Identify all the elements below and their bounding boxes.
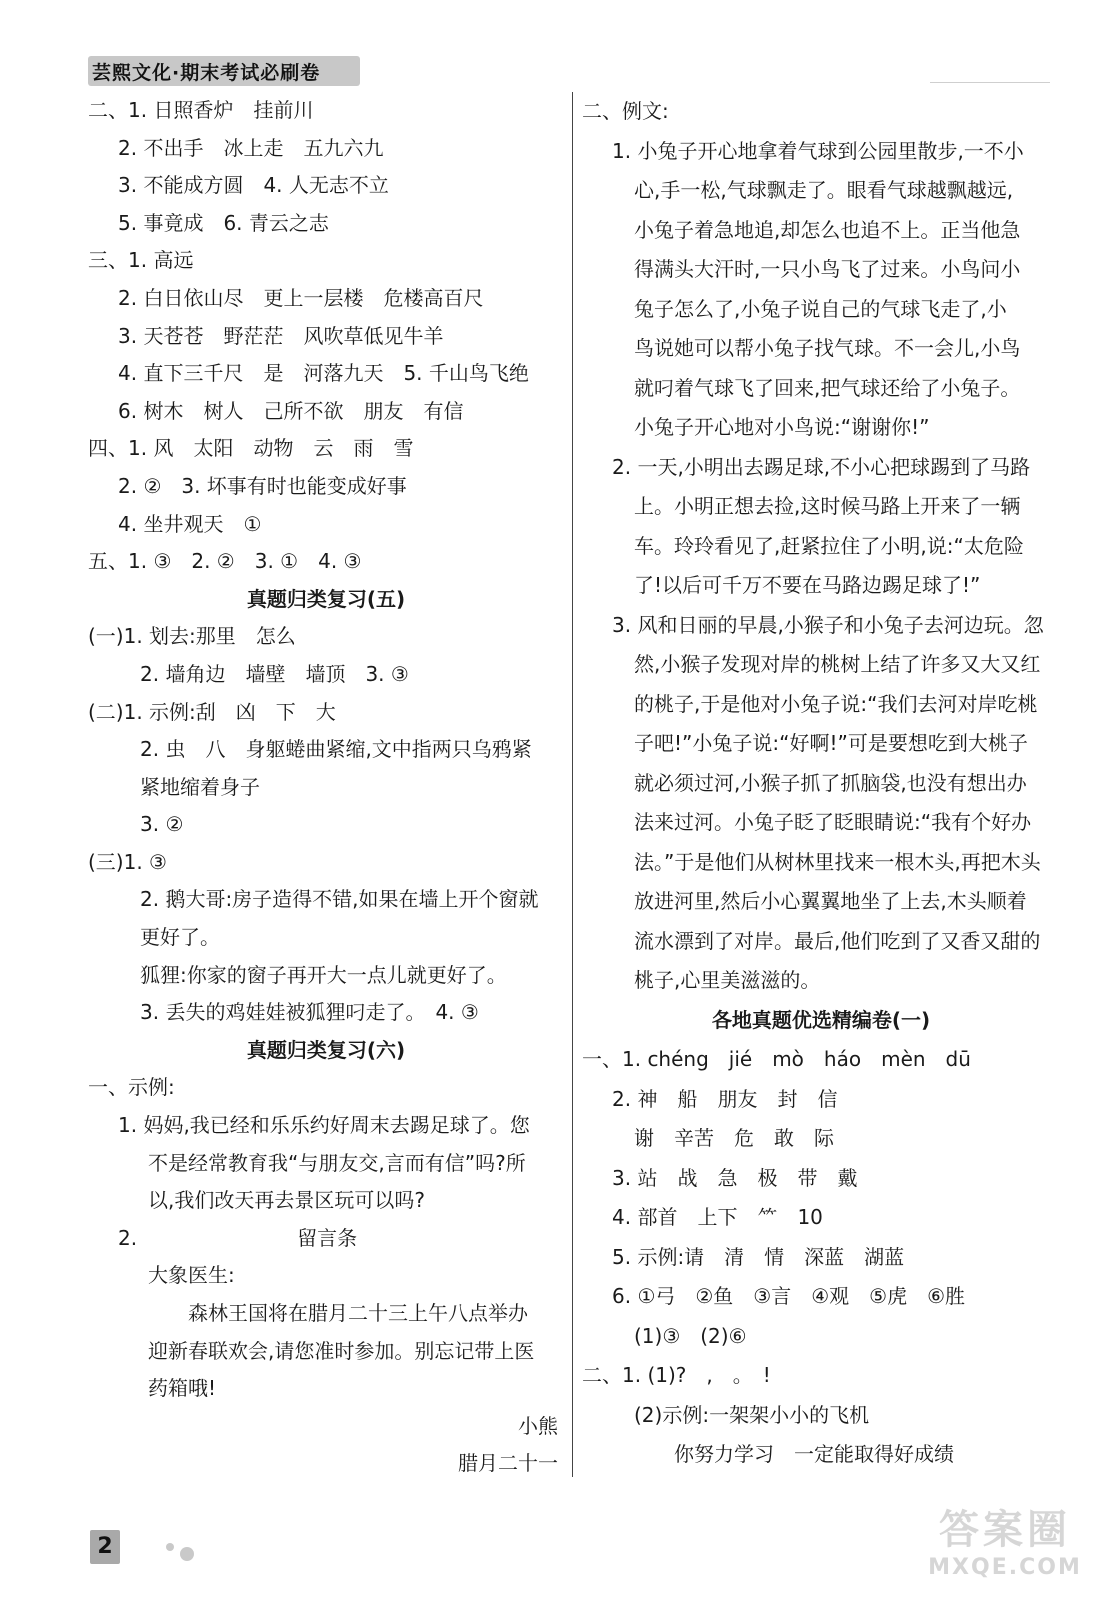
answer-line: 三、1. 高远 (88, 248, 194, 273)
answer-line: 狐狸:你家的窗子再开大一点儿就更好了。 (140, 962, 507, 987)
answer-line: 3. 天苍苍 野茫茫 风吹草低见牛羊 (118, 323, 444, 348)
answer-line: 迎新春联欢会,请您准时参加。别忘记带上医 (148, 1338, 535, 1363)
answer-line: 2. 墙角边 墙壁 墙顶 3. ③ (140, 661, 409, 686)
answer-line: 1. 小兔子开心地拿着气球到公园里散步,一不小 (612, 138, 1024, 163)
header-rule (930, 82, 1050, 83)
answer-line: 2. 一天,小明出去踢足球,不小心把球踢到了马路 (612, 454, 1031, 479)
answer-line: 3. 不能成方圆 4. 人无志不立 (118, 173, 389, 198)
page-number: 2 (90, 1530, 120, 1564)
answer-line: 2. 留言条 (118, 1225, 358, 1250)
answer-line: 不是经常教育我“与朋友交,言而有信”吗?所 (148, 1150, 526, 1175)
answer-line: 2. 不出手 冰上走 五九六九 (118, 135, 384, 160)
answer-line: (三)1. ③ (88, 849, 167, 874)
answer-line: 更好了。 (140, 925, 220, 950)
answer-line: 流水漂到了对岸。最后,他们吃到了又香又甜的 (634, 928, 1041, 953)
answer-line: 你努力学习 一定能取得好成绩 (634, 1442, 954, 1466)
watermark-text: 答案圈 (939, 1507, 1071, 1553)
watermark-logo (920, 1506, 1090, 1590)
left-column (88, 92, 564, 1483)
column-divider (572, 92, 573, 1477)
answer-line: 法。”于是他们从树林里找来一根木头,再把木头 (634, 849, 1041, 874)
answer-line: 3. 风和日丽的早晨,小猴子和小兔子去河边玩。忽 (612, 612, 1044, 637)
answer-line: 二、例文: (582, 99, 669, 123)
answer-line: 鸟说她可以帮小兔子找气球。不一会儿,小鸟 (634, 336, 1021, 360)
answer-line: 大象医生: (148, 1263, 235, 1288)
answer-line: 4. 坐井观天 ① (118, 511, 262, 536)
answer-line: 药箱哦! (148, 1376, 217, 1401)
answer-line: 得满头大汗时,一只小鸟飞了过来。小鸟问小 (634, 257, 1021, 281)
decor-dot (180, 1547, 194, 1561)
answer-line: 二、1. 日照香炉 挂前川 (88, 98, 314, 122)
answer-line: (一)1. 划去:那里 怎么 (88, 624, 296, 649)
answer-line: 2. ② 3. 坏事有时也能变成好事 (118, 473, 407, 498)
answer-line: 就必须过河,小猴子抓了抓脑袋,也没有想出办 (634, 770, 1027, 795)
answer-line: 小兔子着急地追,却怎么也追不上。正当他急 (634, 217, 1021, 242)
answer-line: 6. 树木 树人 己所不欲 朋友 有信 (118, 398, 464, 423)
answer-line: 3. 丢失的鸡娃娃被狐狸叼走了。 4. ③ (140, 1000, 479, 1025)
answer-line: 上。小明正想去捡,这时候马路上开来了一辆 (634, 494, 1021, 518)
decor-dot (166, 1543, 174, 1551)
section-heading: 真题归类复习(五) (246, 586, 406, 611)
answer-line: (1)③ (2)⑥ (634, 1323, 747, 1348)
right-column (582, 92, 1060, 1475)
answer-line: 四、1. 风 太阳 动物 云 雨 雪 (88, 436, 414, 461)
answer-line: 1. 妈妈,我已经和乐乐约好周末去踢足球了。您 (118, 1113, 530, 1138)
answer-line: 就叼着气球飞了回来,把气球还给了小兔子。 (634, 375, 1021, 400)
answer-line: 一、1. chéng jié mò háo mèn dū (582, 1047, 971, 1071)
answer-line: 法来过河。小兔子眨了眨眼睛说:“我有个好办 (634, 810, 1032, 834)
answer-line: 5. 示例:请 清 情 深蓝 湖蓝 (612, 1244, 905, 1269)
answer-line: 以,我们改天再去景区玩可以吗? (148, 1188, 425, 1213)
answer-line: 谢 辛苦 危 敢 际 (634, 1126, 834, 1150)
answer-line: 放进河里,然后小心翼翼地坐了上去,木头顺着 (634, 889, 1027, 913)
answer-line: (二)1. 示例:刮 凶 下 大 (88, 699, 336, 724)
answer-line: 心,手一松,气球飘走了。眼看气球越飘越远, (634, 178, 1014, 202)
answer-line: 一、示例: (88, 1075, 175, 1100)
answer-line: 腊月二十一 (458, 1451, 558, 1476)
answer-line: 桃子,心里美滋滋的。 (634, 968, 821, 992)
answer-line: 4. 直下三千尺 是 河落九天 5. 千山鸟飞绝 (118, 361, 529, 386)
answer-line: 小熊 (518, 1413, 558, 1438)
answer-line: 子吧!”小兔子说:“好啊!”可是要想吃到大桃子 (634, 731, 1028, 755)
answer-line: 了!以后可千万不要在马路边踢足球了!” (634, 573, 981, 597)
answer-line: 兔子怎么了,小兔子说自己的气球飞走了,小 (634, 296, 1007, 321)
answer-line: 然,小猴子发现对岸的桃树上结了许多又大又红 (634, 652, 1041, 676)
answer-line: 2. 虫 八 身躯蜷曲紧缩,文中指两只乌鸦紧 (140, 737, 532, 762)
answer-line: 2. 白日依山尽 更上一层楼 危楼高百尺 (118, 285, 484, 310)
answer-line: 4. 部首 上下 ⺮ 10 (612, 1205, 823, 1229)
answer-line: 森林王国将在腊月二十三上午八点举办 (148, 1301, 528, 1325)
answer-line: 2. 神 船 朋友 封 信 (612, 1086, 838, 1111)
answer-line: 五、1. ③ 2. ② 3. ① 4. ③ (88, 549, 362, 574)
answer-line: 2. 鹅大哥:房子造得不错,如果在墙上开个窗就 (140, 887, 539, 912)
answer-line: 车。玲玲看见了,赶紧拉住了小明,说:“太危险 (634, 533, 1024, 558)
answer-line: (2)示例:一架架小小的飞机 (634, 1402, 870, 1427)
answer-line: 3. ② (140, 812, 184, 837)
header-title: 芸熙文化·期末考试必刷卷 (92, 62, 321, 84)
answer-line: 5. 事竟成 6. 青云之志 (118, 210, 329, 235)
answer-line: 3. 站 战 急 极 带 戴 (612, 1165, 858, 1190)
answer-line: 紧地缩着身子 (140, 774, 260, 799)
answer-line: 小兔子开心地对小鸟说:“谢谢你!” (634, 415, 930, 439)
answer-line: 6. ①弓 ②鱼 ③言 ④观 ⑤虎 ⑥胜 (612, 1284, 966, 1308)
answer-line: 二、1. (1)? , 。 ! (582, 1363, 771, 1387)
answer-line: 的桃子,于是他对小兔子说:“我们去河对岸吃桃 (634, 691, 1038, 716)
section-heading: 真题归类复习(六) (246, 1037, 406, 1062)
section-heading: 各地真题优选精编卷(一) (711, 1007, 931, 1032)
watermark-url: MXQE.COM (928, 1555, 1082, 1580)
